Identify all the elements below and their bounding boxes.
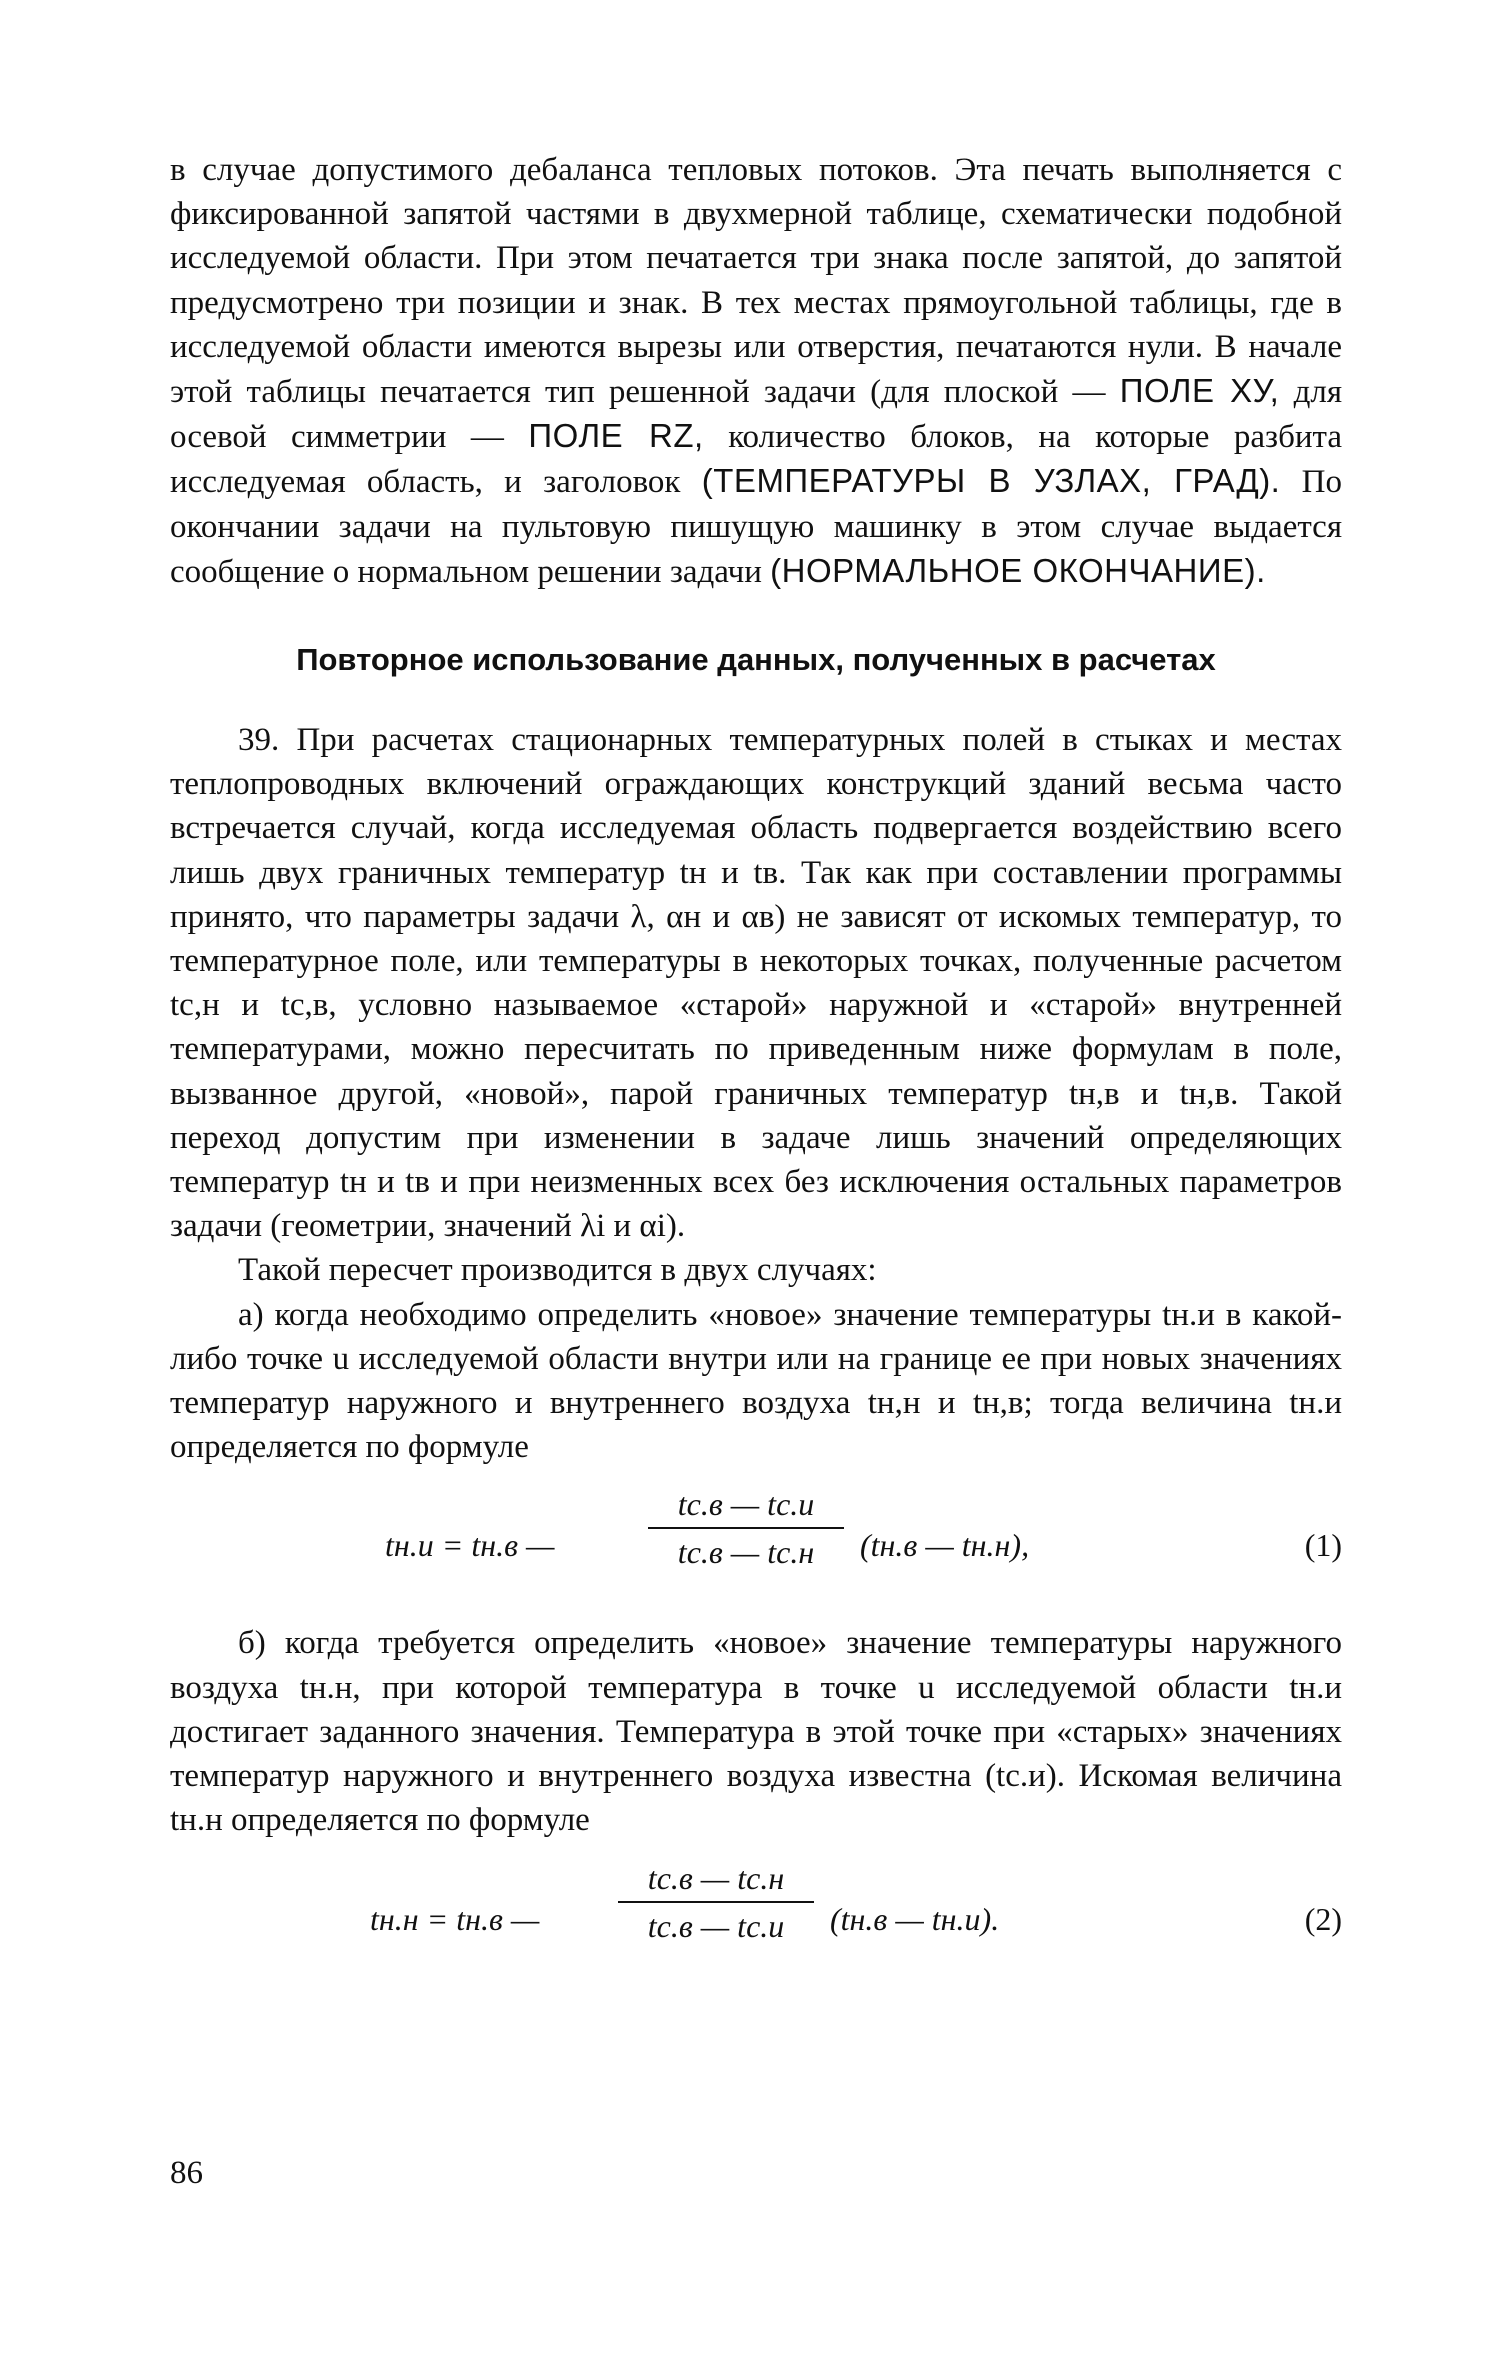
intro-text-4: По окончании задачи на пультовую пишущую машинку в этом случае выдается сообщение о нормальном решении задачи [170, 464, 1343, 590]
formula-1-fraction [648, 1483, 844, 1573]
caps-field-rz: ПОЛЕ RZ, [528, 417, 704, 455]
formula-2-number: (2) [1304, 1900, 1342, 1937]
paragraph-39: 39. При расчетах стационарных температурных полей в стыках и местах теплопроводных включений ограждающих конструкций зданий весьма часто встречается случай, когда исследуемая область подвергается воздействию всего лишь двух граничных температур tн и tв. Так как при составлении программы принято, что параметры задачи λ, αн и αв) не зависят от искомых температур, то температурное поле, или температуры в некоторых точках, полученные расчетом tс,н и tс,в, условно называемое «старой» наружной и «старой» внутренней температурами, можно пересчитать по приведенным ниже формулам в поле, вызванное другой, «новой», парой граничных температур tн,в и tн,в. Такой переход допустим при изменении в задаче лишь значений определяющих температур tн и tв и при неизменных всех без исключения остальных параметров задачи (геометрии, значений λi и αi). [170, 722, 1342, 1245]
formula-2 [170, 1857, 1342, 1981]
formula-2-lhs: tн.н = tн.в — [370, 1900, 540, 1937]
formula-1-lhs: tн.и = tн.в — [385, 1527, 555, 1564]
caps-normal-end: (НОРМАЛЬНОЕ ОКОНЧАНИЕ). [770, 551, 1266, 589]
caps-temperatures: (ТЕМПЕРАТУРЫ В УЗЛАХ, ГРАД). [701, 462, 1281, 500]
formula-2-numerator: tс.в — tс.н [647, 1859, 785, 1896]
intro-text-2: для осевой симметрии — [170, 374, 1343, 456]
formula-1-numerator: tс.в — tс.и [677, 1486, 815, 1523]
formula-2-fraction [618, 1857, 814, 1947]
intro-paragraph [170, 148, 1342, 594]
formula-1-rhs: (tн.в — tн.н), [860, 1527, 1030, 1564]
formula-1 [170, 1483, 1342, 1607]
section-heading: Повторное использование данных, полученных в расчетах [296, 642, 1216, 678]
caps-field-xy: ПОЛЕ ХУ, [1119, 372, 1280, 410]
formula-1-number: (1) [1304, 1527, 1342, 1564]
page-number: 86 [170, 2155, 203, 2191]
intro-text: в случае допустимого дебаланса тепловых потоков. Эта печать выполняется с фиксированной запятой частями в двухмерной таблице, схематически подобной исследуемой области. При этом печатается три знака после запятой, до запятой предусмотрено три позиции и знак. В тех местах прямоугольной таблицы, где в исследуемой области имеются вырезы или отверстия, печатаются нули. В начале этой таблицы печатается тип решенной задачи (для плоской — [170, 152, 1342, 411]
paragraph-recalc: Такой пересчет производится в двух случаях: [238, 1252, 877, 1289]
formula-2-rhs: (tн.в — tн.и). [830, 1900, 1000, 1937]
formula-2-denominator: tс.в — tс.и [647, 1907, 785, 1944]
paragraph-b: б) когда требуется определить «новое» значение температуры наружного воздуха tн.н, при которой температура в точке u исследуемой области tн.и достигает заданного значения. Температура в этой точке при «старых» значениях температур наружного и внутреннего воздуха известна (tс.и). Искомая величина tн.н определяется по формуле [170, 1625, 1342, 1839]
formula-2-fraction-bar [618, 1901, 814, 1903]
paragraph-a: а) когда необходимо определить «новое» значение температуры tн.и в какой-либо точке u исследуемой области внутри или на границе ее при новых значениях температур наружного и внутреннего воздуха tн,н и tн,в; тогда величина tн.и определяется по формуле [170, 1296, 1342, 1466]
intro-text-3: количество блоков, на которые разбита исследуемая область, и заголовок [170, 419, 1343, 501]
formula-1-fraction-bar [648, 1527, 844, 1529]
page-body [170, 148, 1342, 1995]
formula-1-denominator: tс.в — tс.н [677, 1534, 815, 1571]
